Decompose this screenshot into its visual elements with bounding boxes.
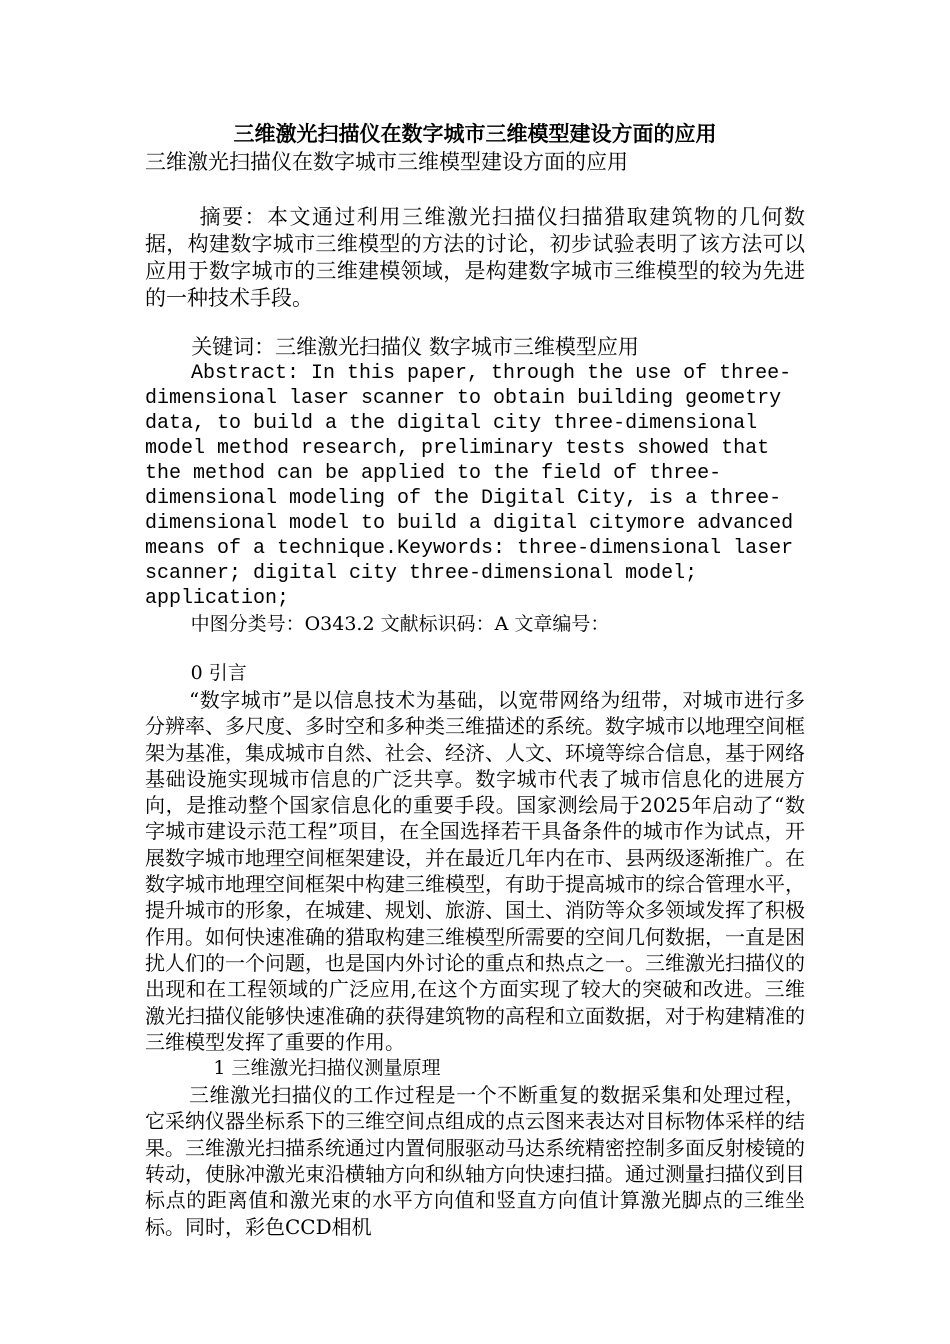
classification-line: 中图分类号：O343.2 文献标识码：A 文章编号： bbox=[190, 613, 610, 635]
document-title: 三维激光扫描仪在数字城市三维模型建设方面的应用 bbox=[233, 121, 717, 146]
section-body-introduction: “数字城市”是以信息技术为基础，以宽带网络为纽带，对城市进行多分辨率、多尺度、多时空和多种类三维描述的系统。数字城市以地理空间框架为基准，集成城市自然、社会、经济、人文、环境等综合信息，基于网络基础设施实现城市信息的广泛共享。数字城市代表了城市信息化的进展方向，是推动整个国家信息化的重要手段。国家测绘局于2025年启动了“数字城市建设示范工程”项目，在全国选择若干具备条件的城市作为试点，开展数字城市地理空间框架建设，并在最近几年内在市、县两级逐渐推广。在数字城市地理空间框架中构建三维模型，有助于提高城市的综合管理水平，提升城市的形象，在城建、规划、旅游、国土、消防等众多领域发挥了积极作用。如何快速准确的猎取构建三维模型所需要的空间几何数据，一直是困扰人们的一个问题，也是国内外讨论的重点和热点之一。三维激光扫描仪的出现和在工程领域的广泛应用,在这个方面实现了较大的突破和改进。三维激光扫描仪能够快速准确的获得建筑物的高程和立面数据，对于构建精准的三维模型发挥了重要的作用。 bbox=[145, 688, 805, 1054]
section-heading-introduction: 0 引言 bbox=[190, 662, 247, 684]
document-page bbox=[145, 120, 805, 1240]
keywords-chinese: 关键词：三维激光扫描仪 数字城市三维模型应用 bbox=[191, 335, 639, 359]
abstract-chinese: 摘要：本文通过利用三维激光扫描仪扫描猎取建筑物的几何数据，构建数字城市三维模型的方法的讨论，初步试验表明了该方法可以应用于数字城市的三维建模领域，是构建数字城市三维模型的较为先进的一种技术手段。 bbox=[145, 205, 805, 310]
abstract-english: Abstract: In this paper, through the use of three-dimensional laser scanner to obtain building geometry data, to build a the digital city three-dimensional model method research, preliminary tests showed that the method can be applied to the field of three-dimensional modeling of the Digital City, is a three-dimensional model to build a digital citymore advanced means of a technique.Keywords: three-dimensional laser scanner; digital city three-dimensional model; application; bbox=[145, 362, 794, 610]
document-subtitle: 三维激光扫描仪在数字城市三维模型建设方面的应用 bbox=[145, 150, 628, 174]
section-body-principle: 三维激光扫描仪的工作过程是一个不断重复的数据采集和处理过程，它采纳仪器坐标系下的三维空间点组成的点云图来表达对目标物体采样的结果。三维激光扫描系统通过内置伺服驱动马达系统精密控制多面反射棱镜的转动，使脉冲激光束沿横轴方向和纵轴方向快速扫描。通过测量扫描仪到目标点的距离值和激光束的水平方向值和竖直方向值计算激光脚点的三维坐标。同时，彩色CCD相机 bbox=[145, 1083, 805, 1239]
section-heading-principle: 1 三维激光扫描仪测量原理 bbox=[213, 1057, 441, 1080]
